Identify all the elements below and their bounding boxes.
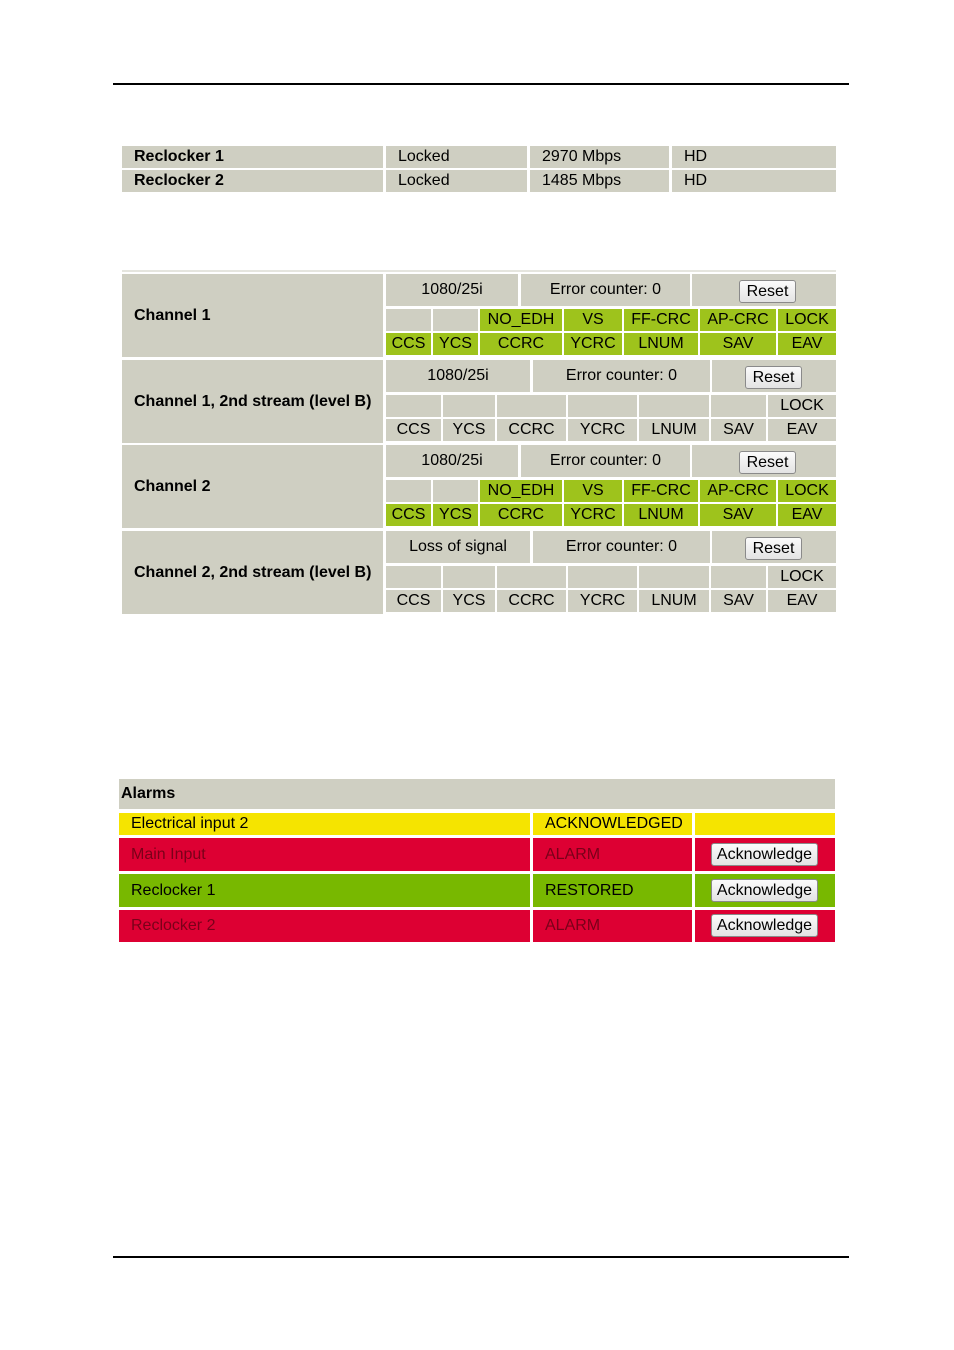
channel-format: Loss of signal: [386, 531, 530, 563]
alarms-title: Alarms: [119, 779, 835, 809]
reclocker-format: HD: [672, 170, 836, 192]
reset-button[interactable]: Reset: [739, 451, 796, 474]
alarm-state: ALARM: [533, 910, 692, 942]
status-flag: LOCK: [778, 309, 836, 331]
channel-name: Channel 1: [122, 274, 383, 357]
status-flag: SAV: [700, 333, 776, 355]
status-flag: [433, 309, 478, 331]
status-flag: AP-CRC: [700, 309, 776, 331]
status-flag: VS: [564, 480, 622, 502]
channel-format: 1080/25i: [386, 274, 518, 306]
status-flag: EAV: [768, 419, 836, 441]
status-flag: LOCK: [768, 395, 836, 417]
error-counter: Error counter: 0: [533, 531, 710, 563]
status-flag: [386, 480, 431, 502]
alarm-name: Reclocker 1: [119, 874, 530, 907]
status-flag: LNUM: [624, 333, 698, 355]
status-flag: CCRC: [480, 504, 562, 526]
status-flag: NO_EDH: [480, 480, 562, 502]
channel-format: 1080/25i: [386, 360, 530, 392]
status-flag: [639, 566, 709, 588]
acknowledge-button[interactable]: Acknowledge: [711, 879, 818, 902]
acknowledge-button[interactable]: Acknowledge: [711, 914, 818, 937]
status-flag: EAV: [778, 333, 836, 355]
alarm-state: ALARM: [533, 838, 692, 871]
status-flag: CCS: [386, 333, 431, 355]
header-rule: [113, 83, 849, 85]
channel-format: 1080/25i: [386, 445, 518, 477]
status-flag: YCS: [433, 333, 478, 355]
status-flag: YCS: [433, 504, 478, 526]
status-flag: SAV: [711, 419, 766, 441]
reclocker-name: Reclocker 2: [122, 170, 383, 192]
status-flag: AP-CRC: [700, 480, 776, 502]
alarm-name: Reclocker 2: [119, 910, 530, 942]
status-flag: LNUM: [639, 419, 709, 441]
status-flag: SAV: [711, 590, 766, 612]
error-counter: Error counter: 0: [521, 274, 690, 306]
reclocker-status: Locked: [386, 170, 527, 192]
status-flag: NO_EDH: [480, 309, 562, 331]
channel-name: Channel 2: [122, 445, 383, 528]
reset-button[interactable]: Reset: [739, 280, 796, 303]
status-flag: YCRC: [564, 504, 622, 526]
status-flag: LNUM: [639, 590, 709, 612]
reclocker-rate: 2970 Mbps: [530, 146, 669, 168]
status-flag: YCRC: [564, 333, 622, 355]
status-flag: [568, 395, 637, 417]
status-flag: CCS: [386, 504, 431, 526]
channel-name: Channel 1, 2nd stream (level B): [122, 360, 383, 443]
alarm-action-empty: [695, 813, 835, 835]
status-flag: [497, 566, 566, 588]
status-flag: SAV: [700, 504, 776, 526]
reclocker-status: Locked: [386, 146, 527, 168]
status-flag: CCS: [386, 419, 441, 441]
error-counter: Error counter: 0: [533, 360, 710, 392]
alarm-state: ACKNOWLEDGED: [533, 813, 692, 835]
status-flag: LOCK: [778, 480, 836, 502]
status-flag: FF-CRC: [624, 309, 698, 331]
error-counter: Error counter: 0: [521, 445, 690, 477]
status-flag: [433, 480, 478, 502]
status-flag: FF-CRC: [624, 480, 698, 502]
status-flag: CCRC: [480, 333, 562, 355]
status-flag: CCRC: [497, 590, 566, 612]
alarm-name: Main Input: [119, 838, 530, 871]
status-flag: [443, 395, 495, 417]
channel-name: Channel 2, 2nd stream (level B): [122, 531, 383, 614]
reset-button[interactable]: Reset: [745, 537, 802, 560]
reclocker-format: HD: [672, 146, 836, 168]
status-flag: LOCK: [768, 566, 836, 588]
status-flag: YCRC: [568, 419, 637, 441]
footer-rule: [113, 1256, 849, 1258]
status-flag: [568, 566, 637, 588]
status-flag: VS: [564, 309, 622, 331]
status-flag: [639, 395, 709, 417]
status-flag: [711, 395, 766, 417]
status-flag: LNUM: [624, 504, 698, 526]
status-flag: [386, 566, 441, 588]
status-flag: [497, 395, 566, 417]
status-flag: YCS: [443, 590, 495, 612]
reclocker-name: Reclocker 1: [122, 146, 383, 168]
reclocker-rate: 1485 Mbps: [530, 170, 669, 192]
channel-table-top-border: [122, 270, 836, 272]
status-flag: EAV: [778, 504, 836, 526]
status-flag: CCS: [386, 590, 441, 612]
status-flag: EAV: [768, 590, 836, 612]
alarm-state: RESTORED: [533, 874, 692, 907]
acknowledge-button[interactable]: Acknowledge: [711, 843, 818, 866]
alarm-name: Electrical input 2: [119, 813, 530, 835]
status-flag: [443, 566, 495, 588]
status-flag: YCS: [443, 419, 495, 441]
reset-button[interactable]: Reset: [745, 366, 802, 389]
status-flag: [386, 309, 431, 331]
status-flag: YCRC: [568, 590, 637, 612]
status-flag: [386, 395, 441, 417]
status-flag: CCRC: [497, 419, 566, 441]
status-flag: [711, 566, 766, 588]
